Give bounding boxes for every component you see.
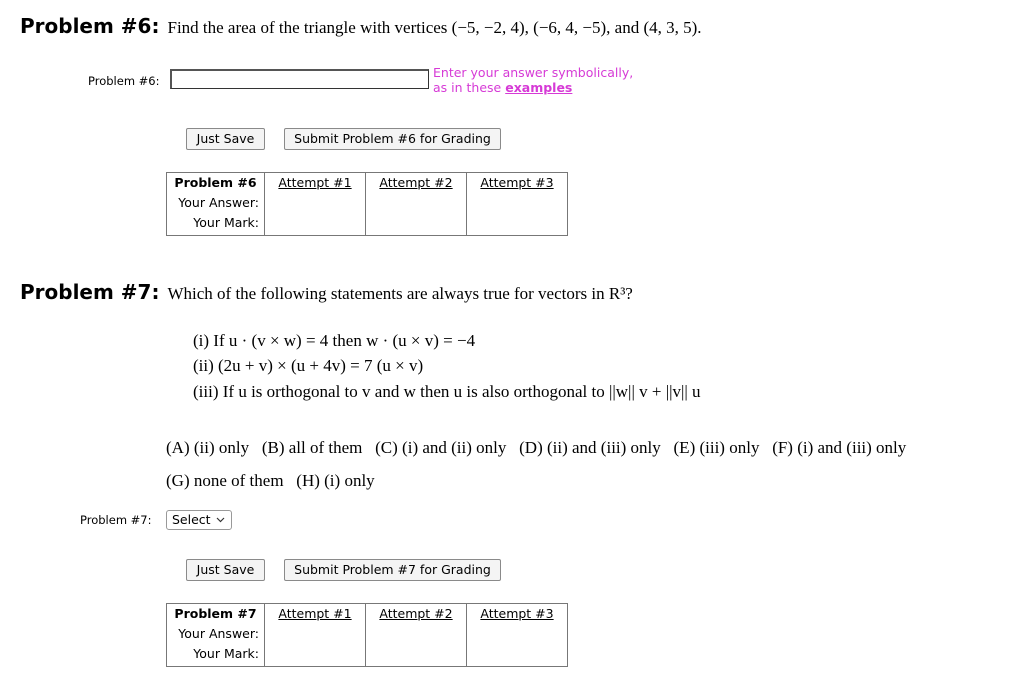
attempt-3-column [467, 173, 568, 236]
attempt-2-column [366, 173, 467, 236]
just-save-button-7[interactable]: Just Save [186, 559, 265, 581]
statement-3: (iii) If u is orthogonal to v and w then u is also orthogonal to ||w|| v + ||v|| u [193, 382, 701, 401]
problem-6-title: Problem #6: [20, 14, 160, 38]
problem-7-title: Problem #7: [20, 280, 160, 304]
problem-7-attempts-table [166, 603, 568, 667]
problem-7-heading [20, 280, 633, 304]
attempt-3-link[interactable]: Attempt #3 [480, 606, 554, 621]
statement-2: (ii) (2u + v) × (u + 4v) = 7 (u × v) [193, 356, 424, 375]
attempt-3-link[interactable]: Attempt #3 [480, 175, 554, 190]
attempt-1-column [265, 604, 366, 667]
problem-7-question: Which of the following statements are always true for vectors in R³? [167, 284, 633, 303]
hint-line-1: Enter your answer symbolically, [433, 65, 634, 80]
attempts-header-cell [167, 604, 265, 667]
select-value: Select [172, 512, 211, 527]
attempts-header-cell [167, 173, 265, 236]
attempt-2-link[interactable]: Attempt #2 [379, 175, 453, 190]
problem-6-attempts-table [166, 172, 568, 236]
answer-hint [433, 65, 633, 95]
submit-problem-6-button[interactable]: Submit Problem #6 for Grading [284, 128, 501, 150]
statement-1: (i) If u · (v × w) = 4 then w · (u × v) = −4 [193, 331, 476, 350]
answer-options-line-2: (G) none of them (H) (i) only [166, 471, 375, 490]
your-mark-label: Your Mark: [193, 215, 259, 230]
problem-7-select-label: Problem #7: [80, 513, 152, 527]
attempts-problem-label: Problem #7 [174, 606, 257, 621]
problem-6-heading [20, 14, 702, 38]
attempt-3-column [467, 604, 568, 667]
problem-6-question: Find the area of the triangle with vertices (−5, −2, 4), (−6, 4, −5), and (4, 3, 5). [167, 18, 702, 37]
attempt-1-link[interactable]: Attempt #1 [278, 606, 352, 621]
problem-6-answer-input[interactable] [170, 69, 429, 89]
problem-7-answer-select[interactable] [166, 510, 232, 530]
just-save-button-6[interactable]: Just Save [186, 128, 265, 150]
attempt-2-column [366, 604, 467, 667]
problem-6-input-label: Problem #6: [88, 74, 160, 88]
your-answer-label: Your Answer: [178, 626, 259, 641]
examples-link[interactable]: examples [505, 80, 573, 95]
attempt-2-link[interactable]: Attempt #2 [379, 606, 453, 621]
submit-problem-7-button[interactable]: Submit Problem #7 for Grading [284, 559, 501, 581]
answer-options-line-1: (A) (ii) only (B) all of them (C) (i) and (ii) only (D) (ii) and (iii) only (E) (iii) only (F) (i) and (iii) only [166, 438, 907, 457]
attempts-problem-label: Problem #6 [174, 175, 257, 190]
attempt-1-column [265, 173, 366, 236]
your-mark-label: Your Mark: [193, 646, 259, 661]
your-answer-label: Your Answer: [178, 195, 259, 210]
hint-line-2-text: as in these [433, 80, 506, 95]
hint-line-2 [433, 80, 633, 95]
attempt-1-link[interactable]: Attempt #1 [278, 175, 352, 190]
chevron-down-icon [216, 511, 225, 534]
